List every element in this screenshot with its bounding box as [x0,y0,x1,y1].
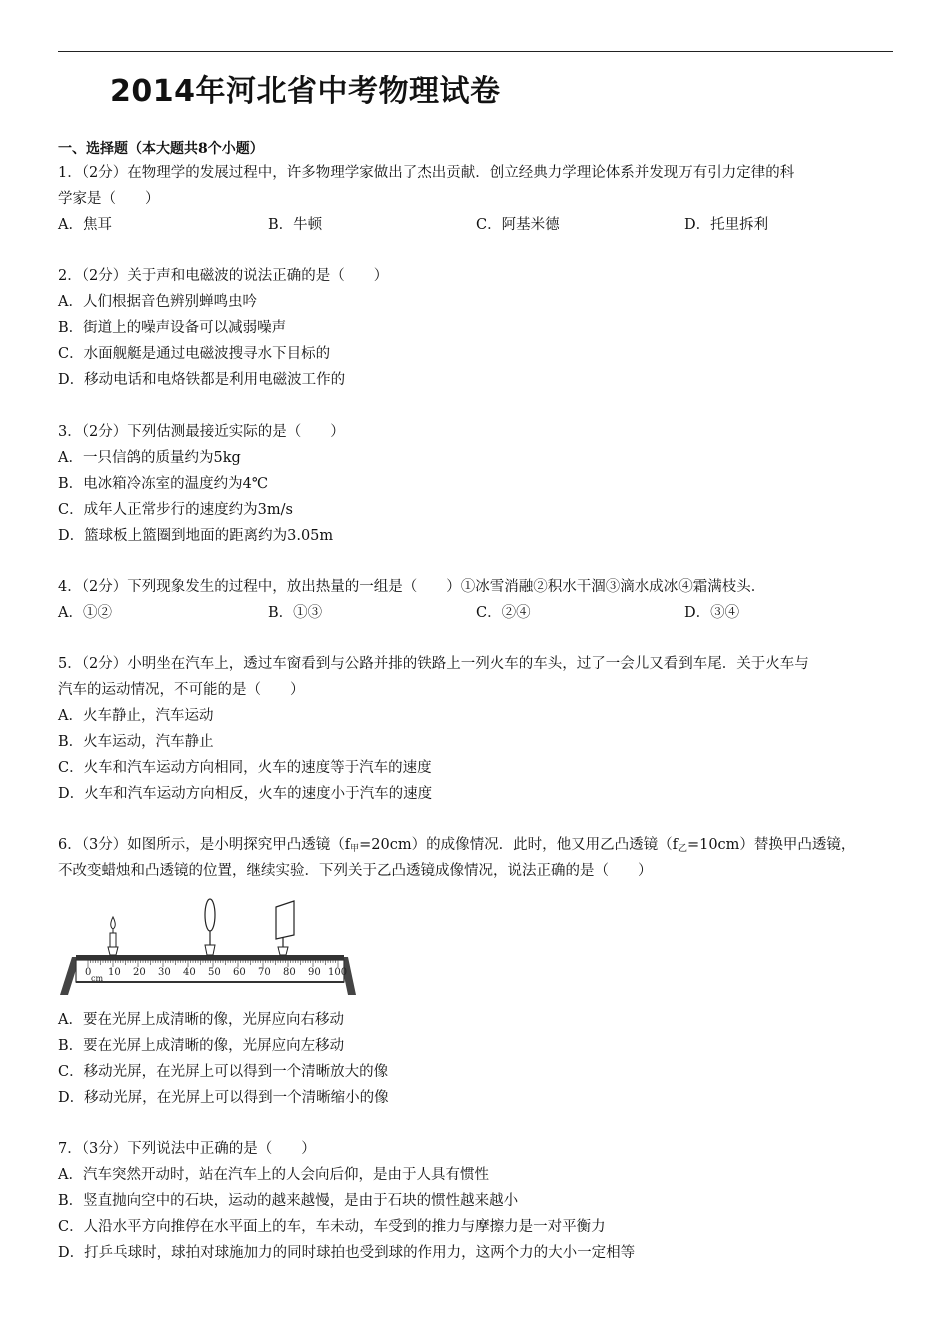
scale-label: 30 [158,967,171,978]
question-6-option-a: A．要在光屏上成清晰的像，光屏应向右移动 [58,1012,344,1028]
question-6-stem-line-1 [58,835,855,859]
bench-rail [76,955,344,960]
question-4-stem: 4．（2分）下列现象发生的过程中，放出热量的一组是（ ）①冰雪消融②积水干涸③滴水成冰④霜满枝头． [58,579,766,595]
question-5-option-b: B．火车运动，汽车静止 [58,734,214,750]
scale-label: 90 [308,967,321,978]
question-7-option-d: D．打乒乓球时，球拍对球施加力的同时球拍也受到球的作用力，这两个力的大小一定相等 [58,1245,636,1261]
question-6-option-d: D．移动光屏，在光屏上可以得到一个清晰缩小的像 [58,1090,389,1106]
question-3-option-a: A．一只信鸽的质量约为5kg [58,450,241,466]
question-1-stem-line-2: 学家是（ ） [58,191,160,207]
scale-label: 60 [233,967,246,978]
scale-label: 0 [85,967,92,978]
question-5-stem-line-2: 汽车的运动情况，不可能的是（ ） [58,682,305,698]
question-3-option-d: D．篮球板上篮圈到地面的距离约为3.05m [58,528,334,544]
question-1-option-d: D．托里拆利 [684,217,769,233]
question-2-option-c: C．水面舰艇是通过电磁波搜寻水下目标的 [58,346,331,362]
question-4-option-a: A．①② [58,605,112,621]
question-4-option-c: C．②④ [476,605,531,621]
question-5-option-d: D．火车和汽车运动方向相反，火车的速度小于汽车的速度 [58,786,433,802]
question-7-option-a: A．汽车突然开动时，站在汽车上的人会向后仰，是由于人具有惯性 [58,1167,489,1183]
scale-label: 100 [328,967,348,978]
question-4-option-b: B．①③ [268,605,323,621]
question-1-option-a: A．焦耳 [58,217,112,233]
scale-label: 50 [208,967,221,978]
stem-part: 6．（3分）如图所示，是小明探究甲凸透镜（f [58,837,351,853]
question-7-option-c: C．人沿水平方向推停在水平面上的车，车未动，车受到的推力与摩擦力是一对平衡力 [58,1219,606,1235]
light-screen [276,901,294,955]
scale-label: 80 [283,967,296,978]
stem-part: =20cm）的成像情况．此时，他又用乙凸透镜（f [359,837,678,853]
question-6-option-b: B．要在光屏上成清晰的像，光屏应向左移动 [58,1038,345,1054]
unit-label: cm [91,974,104,983]
scale-label: 10 [108,967,121,978]
scale-label: 20 [133,967,146,978]
question-5-option-a: A．火车静止，汽车运动 [58,708,214,724]
question-2-option-a: A．人们根据音色辨别蝉鸣虫吟 [58,294,257,310]
optical-bench-figure [58,895,358,1001]
candle [108,917,118,955]
question-3-stem: 3．（2分）下列估测最接近实际的是（ ） [58,424,345,440]
scale-label: 70 [258,967,271,978]
question-1-option-c: C．阿基米德 [476,217,560,233]
question-3-option-b: B．电冰箱冷冻室的温度约为4℃ [58,476,269,492]
scale-label: 40 [183,967,196,978]
question-2-stem: 2．（2分）关于声和电磁波的说法正确的是（ ） [58,268,389,284]
question-1-option-b: B．牛顿 [268,217,323,233]
question-1-stem-line-1: 1．（2分）在物理学的发展过程中，许多物理学家做出了杰出贡献．创立经典力学理论体系并发现万有引力定律的科 [58,165,795,181]
subscript-yi: 乙 [677,844,687,854]
page-title: 2014年河北省中考物理试卷 [110,74,501,109]
stem-part: =10cm）替换甲凸透镜， [686,837,856,853]
subscript-jia: 甲 [350,844,360,854]
question-6-stem-line-2: 不改变蜡烛和凸透镜的位置，继续实验．下列关于乙凸透镜成像情况，说法正确的是（ ） [58,863,653,879]
question-7-option-b: B．竖直抛向空中的石块，运动的越来越慢，是由于石块的惯性越来越小 [58,1193,519,1209]
header-rule [58,51,893,52]
question-5-stem-line-1: 5．（2分）小明坐在汽车上，透过车窗看到与公路并排的铁路上一列火车的车头，过了一会儿又看到车尾．关于火车与 [58,656,809,672]
question-6-option-c: C．移动光屏，在光屏上可以得到一个清晰放大的像 [58,1064,389,1080]
question-5-option-c: C．火车和汽车运动方向相同，火车的速度等于汽车的速度 [58,760,432,776]
question-3-option-c: C．成年人正常步行的速度约为3m/s [58,502,293,518]
section-heading: 一、选择题（本大题共8个小题） [58,141,264,157]
convex-lens [205,899,215,955]
question-4-option-d: D．③④ [684,605,740,621]
question-7-stem: 7．（3分）下列说法中正确的是（ ） [58,1141,316,1157]
question-2-option-d: D．移动电话和电烙铁都是利用电磁波工作的 [58,372,346,388]
question-2-option-b: B．街道上的噪声设备可以减弱噪声 [58,320,287,336]
